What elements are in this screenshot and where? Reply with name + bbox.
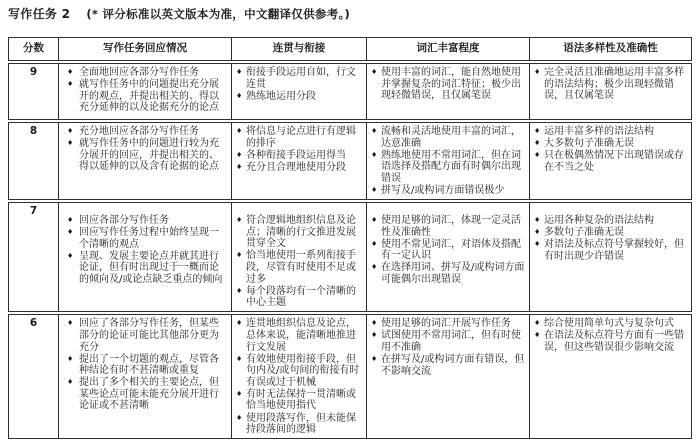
bullet-text: 充分地回应各部分写作任务 bbox=[79, 126, 199, 137]
bullet-text: 使用不常见词汇，对语体及搭配有一定认识 bbox=[381, 238, 521, 262]
diamond-bullet-icon: ♦ bbox=[67, 228, 74, 237]
diamond-bullet-icon: ♦ bbox=[371, 239, 378, 248]
diamond-bullet-icon: ♦ bbox=[534, 139, 541, 148]
grammar-cell bbox=[529, 64, 691, 119]
bullet-text: 提出了多个相关的主要论点，但某些论点可能未能充分展开进行论证或不甚清晰 bbox=[79, 377, 219, 412]
bullet-item bbox=[65, 79, 227, 114]
bullet-item bbox=[65, 138, 227, 173]
diamond-bullet-icon: ♦ bbox=[236, 251, 243, 260]
lexical-cell bbox=[366, 203, 529, 311]
diamond-bullet-icon: ♦ bbox=[236, 319, 243, 328]
bullet-item bbox=[371, 126, 525, 149]
coherence-cell bbox=[231, 203, 366, 311]
bullet-item bbox=[534, 150, 687, 173]
bullet-text: 回应各部分写作任务 bbox=[79, 215, 169, 227]
diamond-bullet-icon: ♦ bbox=[67, 216, 74, 225]
score-value: 6 bbox=[29, 317, 38, 330]
diamond-bullet-icon: ♦ bbox=[236, 413, 243, 422]
bullet-text: 回应写作任务过程中始终呈现一个清晰的观点 bbox=[79, 227, 219, 250]
diamond-bullet-icon: ♦ bbox=[67, 68, 74, 76]
bullet-item bbox=[236, 286, 362, 309]
diamond-bullet-icon: ♦ bbox=[236, 91, 243, 100]
bullet-item bbox=[371, 239, 525, 262]
task-title: 写作任务 2 bbox=[8, 7, 71, 21]
diamond-bullet-icon: ♦ bbox=[371, 185, 378, 194]
bullet-item bbox=[534, 227, 687, 239]
bullet-text: 就写作任务中的问题进行较为充分展开的回应，并提出相关的、得以延伸的以及含有论据的论点 bbox=[79, 138, 219, 173]
bullet-item bbox=[534, 67, 687, 102]
diamond-bullet-icon: ♦ bbox=[236, 354, 243, 363]
bullet-text: 只在极偶然情况下出现错误或存在不当之处 bbox=[544, 150, 684, 173]
bullet-text: 使用足够的词汇开展写作任务 bbox=[381, 318, 511, 330]
diamond-bullet-icon: ♦ bbox=[236, 286, 243, 295]
diamond-bullet-icon: ♦ bbox=[371, 216, 378, 225]
bullet-text: 就写作任务中的问题提出充分展开的观点，并提出相关的、得以充分延伸的以及论据充分的论点 bbox=[79, 79, 219, 114]
bullet-text: 在语法及标点符号方面有一些错误，但这些错误很少影响交流 bbox=[544, 330, 684, 353]
bullet-item bbox=[65, 251, 227, 286]
bullet-item bbox=[65, 67, 227, 79]
diamond-bullet-icon: ♦ bbox=[236, 68, 243, 76]
diamond-bullet-icon: ♦ bbox=[534, 319, 541, 328]
bullet-item bbox=[65, 227, 227, 250]
bullet-text: 将信息与论点进行有逻辑的排序 bbox=[246, 126, 356, 149]
bullet-item bbox=[65, 318, 227, 353]
page-title bbox=[8, 5, 693, 22]
bullet-item bbox=[534, 126, 687, 138]
bullet-item bbox=[236, 250, 362, 285]
diamond-bullet-icon: ♦ bbox=[371, 150, 378, 159]
coherence-cell bbox=[231, 315, 366, 438]
task-response-cell bbox=[58, 64, 231, 119]
grammar-cell bbox=[529, 203, 691, 311]
bullet-item bbox=[371, 318, 525, 330]
bullet-item bbox=[371, 262, 525, 285]
bullet-item bbox=[236, 354, 362, 389]
coherence-cell bbox=[231, 64, 366, 119]
bullet-text: 连贯地组织信息及论点，总体来说，能清晰地推进行文发展 bbox=[246, 318, 356, 353]
score-cell bbox=[9, 64, 58, 119]
task-response-cell bbox=[58, 315, 231, 438]
diamond-bullet-icon: ♦ bbox=[371, 263, 378, 272]
bullet-text: 大多数句子准确无误 bbox=[544, 138, 634, 150]
bullet-item bbox=[236, 215, 362, 250]
bullet-item bbox=[236, 67, 362, 90]
bullet-text: 恰当地使用一系列衔接手段，尽管有时使用不足或过多 bbox=[246, 250, 356, 285]
bullet-item bbox=[65, 354, 227, 377]
score-cell bbox=[9, 315, 58, 438]
bullet-text: 符合逻辑地组织信息及论点；清晰的行文推进发展贯穿全文 bbox=[246, 215, 356, 250]
diamond-bullet-icon: ♦ bbox=[371, 127, 378, 135]
table-header-row bbox=[8, 37, 692, 61]
score-cell bbox=[9, 203, 58, 311]
diamond-bullet-icon: ♦ bbox=[67, 251, 74, 260]
diamond-bullet-icon: ♦ bbox=[236, 216, 243, 225]
bullet-item bbox=[65, 377, 227, 412]
bullet-text: 在选择用词、拼写及/或构词方面可能偶尔出现错误 bbox=[381, 262, 525, 286]
rubric-table bbox=[8, 37, 692, 441]
diamond-bullet-icon: ♦ bbox=[534, 68, 541, 76]
diamond-bullet-icon: ♦ bbox=[67, 139, 74, 148]
bullet-item bbox=[371, 185, 525, 197]
grammar-cell bbox=[529, 123, 691, 199]
diamond-bullet-icon: ♦ bbox=[236, 127, 243, 135]
diamond-bullet-icon: ♦ bbox=[371, 355, 378, 364]
bullet-item bbox=[236, 413, 362, 436]
bullet-text: 运用各种复杂的语法结构 bbox=[544, 215, 654, 227]
bullet-item bbox=[65, 126, 227, 138]
bullet-text: 运用丰富多样的语法结构 bbox=[544, 126, 654, 137]
diamond-bullet-icon: ♦ bbox=[67, 80, 74, 89]
diamond-bullet-icon: ♦ bbox=[67, 354, 74, 363]
diamond-bullet-icon: ♦ bbox=[371, 331, 378, 340]
score-value: 7 bbox=[29, 205, 38, 218]
bullet-item bbox=[236, 162, 362, 174]
lexical-cell bbox=[366, 123, 529, 199]
diamond-bullet-icon: ♦ bbox=[371, 68, 378, 76]
bullet-item bbox=[236, 150, 362, 162]
bullet-item bbox=[534, 138, 687, 150]
bullet-item bbox=[236, 91, 362, 103]
bullet-item bbox=[371, 354, 525, 377]
diamond-bullet-icon: ♦ bbox=[534, 240, 541, 249]
bullet-text: 熟练地使用不常用词汇，但在词语选择及搭配方面有时偶尔出现错误 bbox=[381, 149, 521, 184]
diamond-bullet-icon: ♦ bbox=[534, 216, 541, 225]
bullet-item bbox=[371, 330, 525, 353]
bullet-text: 综合使用简单句式与复杂句式 bbox=[544, 318, 674, 330]
score-value: 9 bbox=[29, 66, 38, 78]
task-response-cell bbox=[58, 123, 231, 199]
diamond-bullet-icon: ♦ bbox=[534, 228, 541, 237]
table-row-band-6 bbox=[8, 314, 692, 439]
diamond-bullet-icon: ♦ bbox=[67, 319, 74, 328]
bullet-text: 有效地使用衔接手段，但句内及/或句间的衔接有时有误或过于机械 bbox=[246, 353, 360, 388]
bullet-item bbox=[236, 318, 362, 353]
bullet-text: 熟练地运用分段 bbox=[246, 90, 316, 102]
header-lexical-resource: 词汇丰富程度 bbox=[366, 38, 529, 60]
diamond-bullet-icon: ♦ bbox=[371, 319, 378, 328]
bullet-text: 各种衔接手段运用得当 bbox=[246, 149, 346, 161]
lexical-cell bbox=[366, 64, 529, 119]
bullet-text: 拼写及/或构词方面错误极少 bbox=[381, 184, 505, 196]
table-row-band-7 bbox=[8, 202, 692, 312]
bullet-text: 有时无法保持一贯清晰或恰当地使用指代 bbox=[246, 388, 356, 412]
bullet-text: 充分且合理地使用分段 bbox=[246, 161, 346, 173]
header-grammatical-range: 语法多样性及准确性 bbox=[529, 38, 691, 60]
diamond-bullet-icon: ♦ bbox=[67, 378, 74, 387]
diamond-bullet-icon: ♦ bbox=[534, 127, 541, 135]
bullet-item bbox=[371, 215, 525, 238]
header-task-response: 写作任务回应情况 bbox=[58, 38, 231, 60]
diamond-bullet-icon: ♦ bbox=[236, 162, 243, 171]
bullet-text: 使用段落写作，但未能保持段落间的逻辑 bbox=[246, 412, 356, 436]
diamond-bullet-icon: ♦ bbox=[67, 127, 74, 135]
bullet-item bbox=[534, 239, 687, 262]
bullet-item bbox=[371, 150, 525, 185]
bullet-text: 衔接手段运用自如，行文连贯 bbox=[246, 67, 356, 90]
bullet-item bbox=[534, 215, 687, 227]
bullet-text: 使用足够的词汇，体现一定灵活性及准确性 bbox=[381, 215, 521, 238]
diamond-bullet-icon: ♦ bbox=[534, 331, 541, 340]
header-coherence-cohesion: 连贯与衔接 bbox=[231, 38, 366, 60]
bullet-text: 多数句子准确无误 bbox=[544, 227, 624, 239]
bullet-item bbox=[65, 215, 227, 227]
bullet-text: 试图使用不常用词汇，但有时使用不准确 bbox=[381, 330, 521, 353]
title-disclaimer: (* 评分标准以英文版本为准，中文翻译仅供参考。) bbox=[86, 7, 351, 21]
lexical-cell bbox=[366, 315, 529, 438]
bullet-text: 对语法及标点符号掌握较好，但有时出现少许错误 bbox=[544, 239, 684, 262]
bullet-text: 全面地回应各部分写作任务 bbox=[79, 67, 199, 78]
bullet-text: 使用丰富的词汇，能自然地使用并掌握复杂的词汇特征；极少出现轻微错误，且仅属笔误 bbox=[381, 67, 521, 102]
score-value: 8 bbox=[29, 125, 38, 137]
table-row-band-8 bbox=[8, 122, 692, 200]
diamond-bullet-icon: ♦ bbox=[236, 389, 243, 398]
bullet-text: 在拼写及/或构词方面有错误，但不影响交流 bbox=[381, 354, 525, 377]
diamond-bullet-icon: ♦ bbox=[236, 150, 243, 159]
bullet-text: 完全灵活且准确地运用丰富多样的语法结构；极少出现轻微错误，且仅属笔误 bbox=[544, 67, 684, 102]
bullet-text: 每个段落均有一个清晰的中心主题 bbox=[246, 285, 356, 309]
task-response-cell bbox=[58, 203, 231, 311]
bullet-text: 流畅和灵活地使用丰富的词汇，达意准确 bbox=[381, 126, 521, 149]
bullet-item bbox=[534, 318, 687, 330]
bullet-item bbox=[236, 126, 362, 149]
bullet-text: 提出了一个切题的观点，尽管各种结论有时不甚清晰或重复 bbox=[79, 353, 219, 377]
diamond-bullet-icon: ♦ bbox=[534, 151, 541, 160]
bullet-text: 呈现、发展主要论点并就其进行论证，但有时出现过于一概而论的倾向及/或论点缺乏重点的倾向 bbox=[79, 250, 223, 286]
score-cell bbox=[9, 123, 58, 199]
bullet-item bbox=[534, 330, 687, 353]
grammar-cell bbox=[529, 315, 691, 438]
bullet-item bbox=[236, 389, 362, 412]
bullet-item bbox=[371, 67, 525, 102]
bullet-text: 回应了各部分写作任务，但某些部分的论证可能比其他部分更为充分 bbox=[79, 318, 219, 353]
header-score: 分数 bbox=[23, 42, 44, 55]
coherence-cell bbox=[231, 123, 366, 199]
table-row-band-9 bbox=[8, 63, 692, 120]
